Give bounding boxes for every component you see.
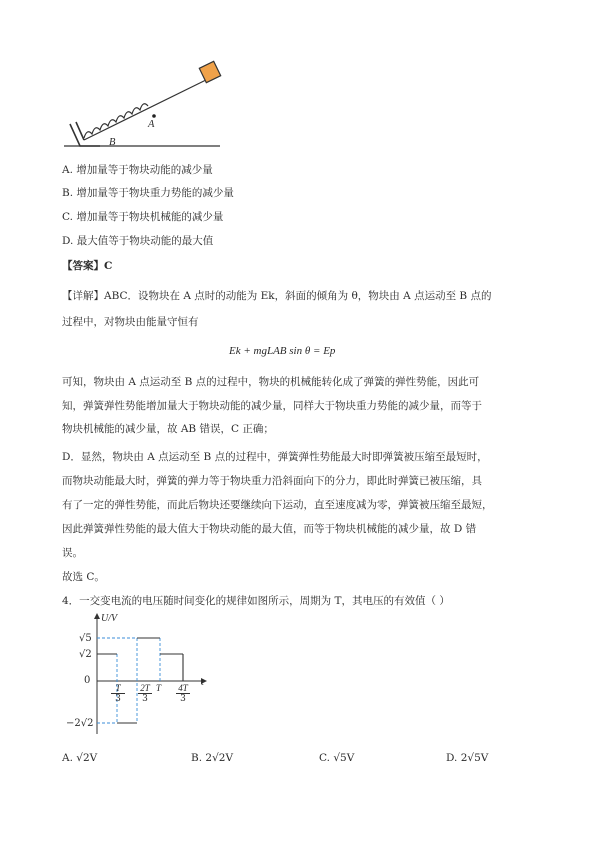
q3-para3-line3: 有了一定的弹性势能，而此后物块还要继续向下运动，直至速度减为零，弹簧被压缩至最短，: [62, 499, 493, 511]
x-tick-t: T: [156, 683, 162, 693]
x-tick-4t-over-3: 4T 3: [176, 683, 190, 704]
q3-para2-line3: 物块机械能的减少量，故 AB 错误，C 正确；: [62, 423, 274, 435]
q3-para3-line5: 误。: [62, 547, 83, 559]
energy-equation: Ek + mgLAB sin θ = Ep: [229, 345, 336, 357]
q4-stem: 4．一交变电流的电压随时间变化的规律如图所示，周期为 T，其电压的有效值（ ）: [62, 595, 450, 607]
q4-option-a: A. √2V: [62, 752, 98, 764]
q3-conclusion: 故选 C。: [62, 571, 105, 583]
y-tick-sqrt2: √2: [79, 649, 92, 660]
q3-detail-line2: 过程中，对物块由能量守恒有: [62, 316, 199, 328]
q4-option-b: B. 2√2V: [191, 752, 234, 764]
label-point-a: A: [148, 119, 155, 130]
q3-para2-line1: 可知，物块由 A 点运动至 B 点的过程中，物块的机械能转化成了弹簧的弹性势能，因此可: [62, 376, 480, 388]
y-tick-neg-2sqrt2: −2√2: [66, 718, 94, 729]
q3-option-c: C. 增加量等于物块机械能的减少量: [62, 211, 224, 223]
y-axis-label: U/V: [101, 613, 118, 624]
q3-para3-line4: 因此弹簧弹性势能的最大值大于物块动能的最大值，而等于物块机械能的减少量，故 D 错: [62, 523, 477, 535]
q3-para3-line2: 而物块动能最大时，弹簧的弹力等于物块重力沿斜面向下的分力，即此时弹簧已被压缩，具: [62, 475, 482, 487]
q3-option-d: D. 最大值等于物块动能的最大值: [62, 235, 214, 247]
q3-option-a: A. 增加量等于物块动能的减少量: [62, 164, 213, 176]
q3-answer: 【答案】C: [62, 260, 113, 272]
q3-para3-line1: D．显然，物块由 A 点运动至 B 点的过程中，弹簧弹性势能最大时即弹簧被压缩至最短时，: [62, 451, 488, 463]
x-axis-label: t: [201, 677, 204, 688]
x-tick-t-over-3: T 3: [111, 683, 125, 704]
incline-spring-figure: [60, 58, 240, 158]
q4-option-c: C. √5V: [319, 752, 355, 764]
origin-label: 0: [84, 675, 91, 686]
q3-para2-line2: 知，弹簧弹性势能增加量大于物块动能的减少量，同样大于物块重力势能的减少量，而等于: [62, 400, 482, 412]
q3-detail-line1: 【详解】ABC．设物块在 A 点时的动能为 Ek，斜面的倾角为 θ，物块由 A 点运动至 B 点的: [62, 290, 492, 302]
label-point-b: B: [109, 137, 116, 148]
x-tick-2t-over-3: 2T 3: [138, 683, 152, 704]
q4-option-d: D. 2√5V: [446, 752, 489, 764]
q3-option-b: B. 增加量等于物块重力势能的减少量: [62, 187, 234, 199]
y-tick-sqrt5: √5: [79, 633, 92, 644]
